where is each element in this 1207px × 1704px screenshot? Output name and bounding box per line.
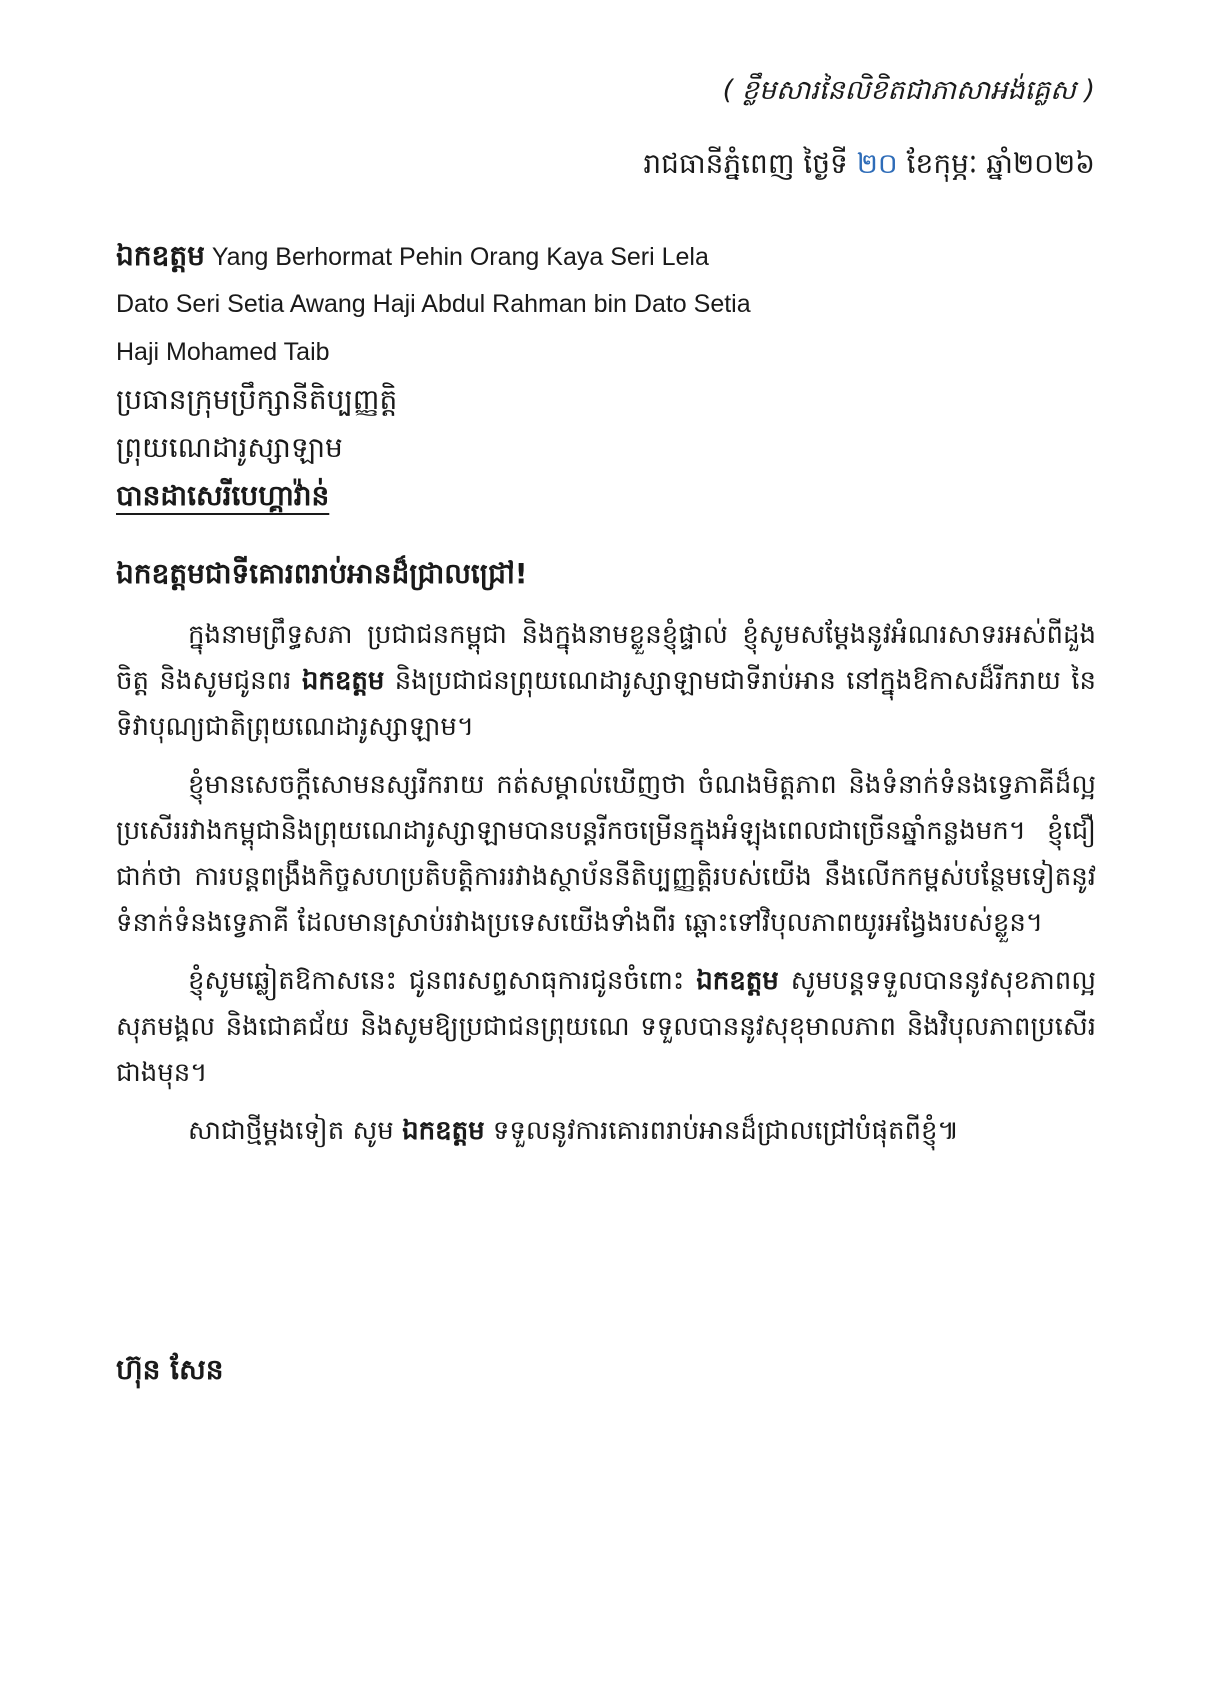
recipient-country: ព្រុយណេដារូស្សាឡាម	[116, 431, 343, 464]
paragraph-1-part-a: ក្នុងនាមព្រឹទ្ធសភា ប្រជាជនកម្ពុជា និងក្នុងនាមខ្លួនខ្ញុំផ្ទាល់ ខ្ញុំសូមសម្តែងនូវអំណរសាទរអស់ពីដួងចិត្ត និងសូមជូនពរ	[116, 620, 1096, 696]
paragraph-3-part-a: ខ្ញុំសូមឆ្លៀតឱកាសនេះ ជូនពរសព្ទសាធុការជូនចំពោះ	[188, 966, 685, 996]
translation-note: ( ខ្លឹមសារនៃលិខិតជាភាសាអង់គ្លេស )	[722, 75, 1095, 106]
recipient-city-text: បានដាសេរីបេហ្គាវ៉ាន់	[116, 479, 330, 512]
recipient-line-2: Dato Seri Setia Awang Haji Abdul Rahman bin Dato Setia	[116, 290, 751, 318]
date-suffix: ខែកុម្ភៈ ឆ្នាំ២០២៦	[906, 147, 1095, 180]
recipient-line-3: Haji Mohamed Taib	[116, 338, 330, 366]
paragraph-4-part-a: សាជាថ្មីម្តងទៀត សូម	[188, 1116, 394, 1146]
paragraph-1-honorific: ឯកឧត្តម	[301, 666, 385, 696]
paragraph-3-honorific: ឯកឧត្តម	[696, 966, 779, 996]
signature-name: ហ៊ុន សែន	[116, 1353, 224, 1386]
date-line	[643, 146, 1095, 187]
honorific-title: ឯកឧត្តម	[116, 240, 205, 271]
salutation: ឯកឧត្តមជាទីគោរពរាប់អានដ៏ជ្រាលជ្រៅ!	[116, 557, 528, 590]
recipient-position: ប្រធានក្រុមប្រឹក្សានីតិប្បញ្ញត្តិ	[116, 383, 398, 416]
recipient-address	[116, 232, 1096, 520]
recipient-line-1	[116, 232, 1096, 280]
paragraph-3	[116, 958, 1096, 1096]
letter-body	[116, 612, 1096, 1166]
paragraph-1-part-b: និងប្រជាជនព្រុយណេដារូស្សាឡាមជាទីរាប់អាន នៅក្នុងឱកាសដ៏រីករាយ នៃទិវាបុណ្យជាតិព្រុយណេដារូស្សាឡាម។	[116, 666, 1096, 742]
recipient-name-part-1: Yang Berhormat Pehin Orang Kaya Seri Lela	[211, 243, 709, 271]
paragraph-2: ខ្ញុំមានសេចក្តីសោមនស្សរីករាយ កត់សម្គាល់ឃើញថា ចំណងមិត្តភាព និងទំនាក់ទំនងទ្វេភាគីដ៏ល្អប្រសើររវាងកម្ពុជានិងព្រុយណេដារូស្សាឡាមបានបន្តរីកចម្រើនក្នុងអំឡុងពេលជាច្រើនឆ្នាំកន្លងមក។ ខ្ញុំជឿជាក់ថា ការបន្តពង្រឹងកិច្ចសហប្រតិបត្តិការរវាងស្ថាប័ននីតិប្បញ្ញត្តិរបស់យើង នឹងលើកកម្ពស់បន្ថែមទៀតនូវទំនាក់ទំនងទ្វេភាគី ដែលមានស្រាប់រវាងប្រទេសយើងទាំងពីរ ឆ្ពោះទៅវិបុលភាពយូរអង្វែងរបស់ខ្លួន។	[116, 770, 1096, 938]
paragraph-1	[116, 612, 1096, 750]
paragraph-4-honorific: ឯកឧត្តម	[402, 1116, 485, 1146]
date-day: ២០	[856, 147, 898, 180]
paragraph-3-part-b: សូមបន្តទទួលបាននូវសុខភាពល្អ សុភមង្គល និងជោគជ័យ និងសូមឱ្យប្រជាជនព្រុយណេ ទទួលបាននូវសុខុមាលភាព និងវិបុលភាពប្រសើរជាងមុន។	[116, 966, 1097, 1088]
paragraph-4	[116, 1108, 1096, 1154]
recipient-city	[116, 472, 1096, 520]
date-prefix: រាជធានីភ្នំពេញ ថ្ងៃទី	[643, 147, 848, 180]
paragraph-4-part-b: ទទួលនូវការគោរពរាប់អានដ៏ជ្រាលជ្រៅបំផុតពីខ្ញុំ៕	[492, 1116, 960, 1146]
